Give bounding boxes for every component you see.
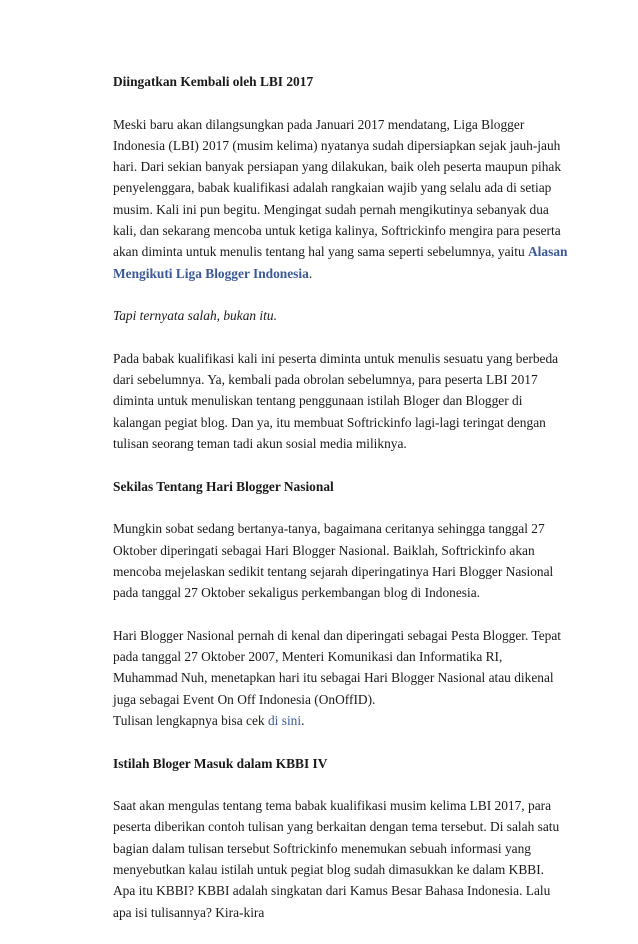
heading-diingatkan: Diingatkan Kembali oleh LBI 2017 <box>113 74 314 89</box>
heading-hari-blogger: Sekilas Tentang Hari Blogger Nasional <box>113 478 334 494</box>
paragraph-tulisan-lengkap <box>113 710 568 731</box>
heading-istilah-bloger: Istilah Bloger Masuk dalam KBBI IV <box>113 755 328 771</box>
document-body <box>113 71 568 944</box>
link-di-sini[interactable]: di sini <box>267 712 302 728</box>
paragraph-italic <box>113 305 568 326</box>
paragraph-kualifikasi: Pada babak kualifikasi kali ini peserta diminta untuk menulis sesuatu yang berbeda dari sebelumnya. Ya, kembali pada obrolan sebelumnya, para peserta LBI 2017 diminta untuk menuliskan tentang penggunaan istilah Bloger dan Blogger di kalangan pegiat blog. Dan ya, itu membuat Softrickinfo lagi-lagi teringat dengan tulisan seorang teman tadi akun sosial media miliknya. <box>113 350 559 452</box>
paragraph-intro-end: . <box>308 265 313 281</box>
italic-note: Tapi ternyata salah, bukan itu. <box>113 308 277 324</box>
link-alasan-mengikuti-lbi[interactable]: Alasan Mengikuti Liga Blogger Indonesia <box>113 244 568 281</box>
paragraph-intro-text: Meski baru akan dilangsungkan pada Januari 2017 mendatang, Liga Blogger Indonesia (LBI) 2017 (musim kelima) nyatanya sudah dipersiapkan sejak jauh-jauh hari. Dari sekian banyak persiapan yang dilakukan, baik oleh peserta maupun pihak penyelenggara, babak kualifikasi adalah rangkaian wajib yang selalu ada di setiap musim. Kali ini pun begitu. Mengingat sudah pernah mengikutinya sebanyak dua kali, dan sekarang mencoba untuk ketiga kalinya, Softrickinfo mengira para peserta akan diminta untuk menulis tentang hal yang sama seperti sebelumnya, yaitu <box>113 116 562 260</box>
paragraph-tulisan-end: . <box>301 712 305 728</box>
paragraph-kbbi: Saat akan mengulas tentang tema babak kualifikasi musim kelima LBI 2017, para peserta diberikan contoh tulisan yang berkaitan dengan tema tersebut. Di salah satu bagian dalam tulisan tersebut Softrickinfo menemukan sebuah informasi yang menyebutkan kalau istilah untuk pegiat blog sudah dimasukkan ke dalam KBBI. Apa itu KBBI? KBBI adalah singkatan dari Kamus Besar Bahasa Indonesia. Lalu apa isi tulisannya? Kira-kira <box>113 798 560 920</box>
paragraph-intro <box>113 114 568 284</box>
paragraph-mungkin: Mungkin sobat sedang bertanya-tanya, bagaimana ceritanya sehingga tanggal 27 Oktober diperingati sebagai Hari Blogger Nasional. Baiklah, Softrickinfo akan mencoba mejelaskan sedikit tentang sejarah diperingatinya Hari Blogger Nasional pada tanggal 27 Oktober sekaligus perkembangan blog di Indonesia. <box>113 521 554 601</box>
paragraph-tulisan-text: Tulisan lengkapnya bisa cek <box>113 712 268 728</box>
paragraph-pesta-blogger: Hari Blogger Nasional pernah di kenal dan diperingati sebagai Pesta Blogger. Tepat pada tanggal 27 Oktober 2007, Menteri Komunikasi dan Informatika RI, Muhammad Nuh, menetapkan hari itu sebagai Hari Blogger Nasional atau dikenal juga sebagai Event On Off Indonesia (OnOffID). <box>113 627 562 707</box>
